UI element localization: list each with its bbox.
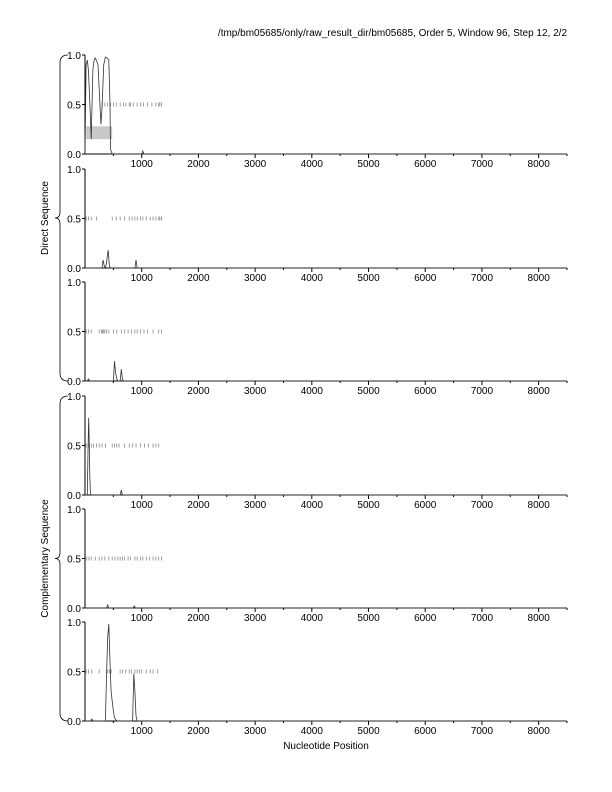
x-tick-label: 4000: [300, 613, 323, 624]
series-line: [85, 361, 567, 381]
x-tick-label: 1000: [130, 613, 153, 624]
y-tick-label: 1.0: [67, 278, 81, 289]
chart-panel-6: [67, 618, 567, 737]
group-label: Complementary Sequence: [40, 499, 51, 618]
x-tick-label: 6000: [414, 500, 437, 511]
group-brackets: [40, 55, 68, 721]
x-tick-label: 2000: [187, 386, 210, 397]
group-bracket: [55, 396, 68, 721]
x-tick-label: 5000: [357, 613, 380, 624]
chart-panel-2: [67, 165, 567, 284]
x-tick-label: 7000: [470, 159, 494, 170]
y-tick-label: 1.0: [67, 505, 81, 516]
x-tick-label: 2000: [187, 613, 210, 624]
x-tick-label: 7000: [470, 273, 494, 284]
figure-header: /tmp/bm05685/only/raw_result_dir/bm05685, Order 5, Window 96, Step 12, 2/2: [217, 28, 567, 39]
x-tick-label: 3000: [243, 613, 267, 624]
shaded-region: [86, 126, 112, 139]
x-tick-label: 7000: [470, 500, 494, 511]
x-tick-label: 6000: [414, 273, 437, 284]
y-tick-label: 0.5: [67, 667, 81, 679]
x-tick-label: 4000: [300, 726, 323, 737]
x-tick-label: 5000: [357, 726, 380, 737]
x-tick-label: 8000: [527, 500, 550, 511]
y-tick-label: 1.0: [67, 392, 81, 403]
x-tick-label: 8000: [527, 386, 550, 397]
y-tick-label: 1.0: [67, 165, 81, 176]
x-tick-label: 8000: [527, 159, 550, 170]
x-tick-label: 5000: [357, 159, 380, 170]
x-tick-label: 6000: [414, 159, 437, 170]
y-tick-label: 0.5: [67, 441, 81, 453]
x-tick-label: 4000: [300, 386, 323, 397]
x-tick-label: 4000: [300, 500, 323, 511]
x-axis-title: Nucleotide Position: [283, 741, 369, 752]
x-tick-label: 3000: [243, 500, 267, 511]
y-tick-label: 0.5: [67, 100, 81, 112]
x-tick-label: 2000: [187, 500, 210, 511]
group-bracket: [55, 55, 68, 381]
x-tick-label: 1000: [130, 159, 153, 170]
x-tick-label: 1000: [130, 386, 153, 397]
x-tick-label: 3000: [243, 726, 267, 737]
x-tick-label: 5000: [357, 273, 380, 284]
series-line: [85, 418, 567, 495]
y-tick-label: 0.5: [67, 554, 81, 566]
x-tick-label: 5000: [357, 386, 380, 397]
y-tick-label: 0.0: [67, 491, 81, 502]
y-tick-label: 0.0: [67, 264, 81, 275]
y-tick-label: 0.5: [67, 327, 81, 339]
chart-panel-1: [67, 51, 567, 170]
group-label: Direct Sequence: [40, 181, 51, 255]
x-tick-label: 4000: [300, 159, 323, 170]
chart-panels: [67, 51, 567, 737]
x-tick-label: 8000: [527, 273, 550, 284]
x-tick-label: 5000: [357, 500, 380, 511]
chart-panel-3: [67, 278, 567, 397]
x-tick-label: 1000: [130, 500, 153, 511]
x-tick-label: 3000: [243, 159, 267, 170]
y-tick-label: 1.0: [67, 51, 81, 62]
x-tick-label: 7000: [470, 386, 494, 397]
x-tick-label: 7000: [470, 613, 494, 624]
y-tick-label: 0.5: [67, 214, 81, 226]
x-tick-label: 6000: [414, 613, 437, 624]
x-tick-label: 2000: [187, 726, 210, 737]
series-line: [85, 57, 567, 154]
series-line: [85, 250, 567, 268]
y-tick-label: 0.0: [67, 150, 81, 161]
y-tick-label: 0.0: [67, 717, 81, 728]
x-tick-label: 4000: [300, 273, 323, 284]
chart-panel-5: [67, 505, 567, 624]
x-tick-label: 8000: [527, 726, 550, 737]
x-tick-label: 3000: [243, 273, 267, 284]
x-tick-label: 8000: [527, 613, 550, 624]
y-tick-label: 1.0: [67, 618, 81, 629]
y-tick-label: 0.0: [67, 377, 81, 388]
x-tick-label: 6000: [414, 386, 437, 397]
x-tick-label: 6000: [414, 726, 437, 737]
x-tick-label: 1000: [130, 726, 153, 737]
x-tick-label: 7000: [470, 726, 494, 737]
chart-panel-4: [67, 392, 567, 511]
x-tick-label: 2000: [187, 273, 210, 284]
x-tick-label: 1000: [130, 273, 153, 284]
x-tick-label: 2000: [187, 159, 210, 170]
y-tick-label: 0.0: [67, 604, 81, 615]
x-tick-label: 3000: [243, 386, 267, 397]
